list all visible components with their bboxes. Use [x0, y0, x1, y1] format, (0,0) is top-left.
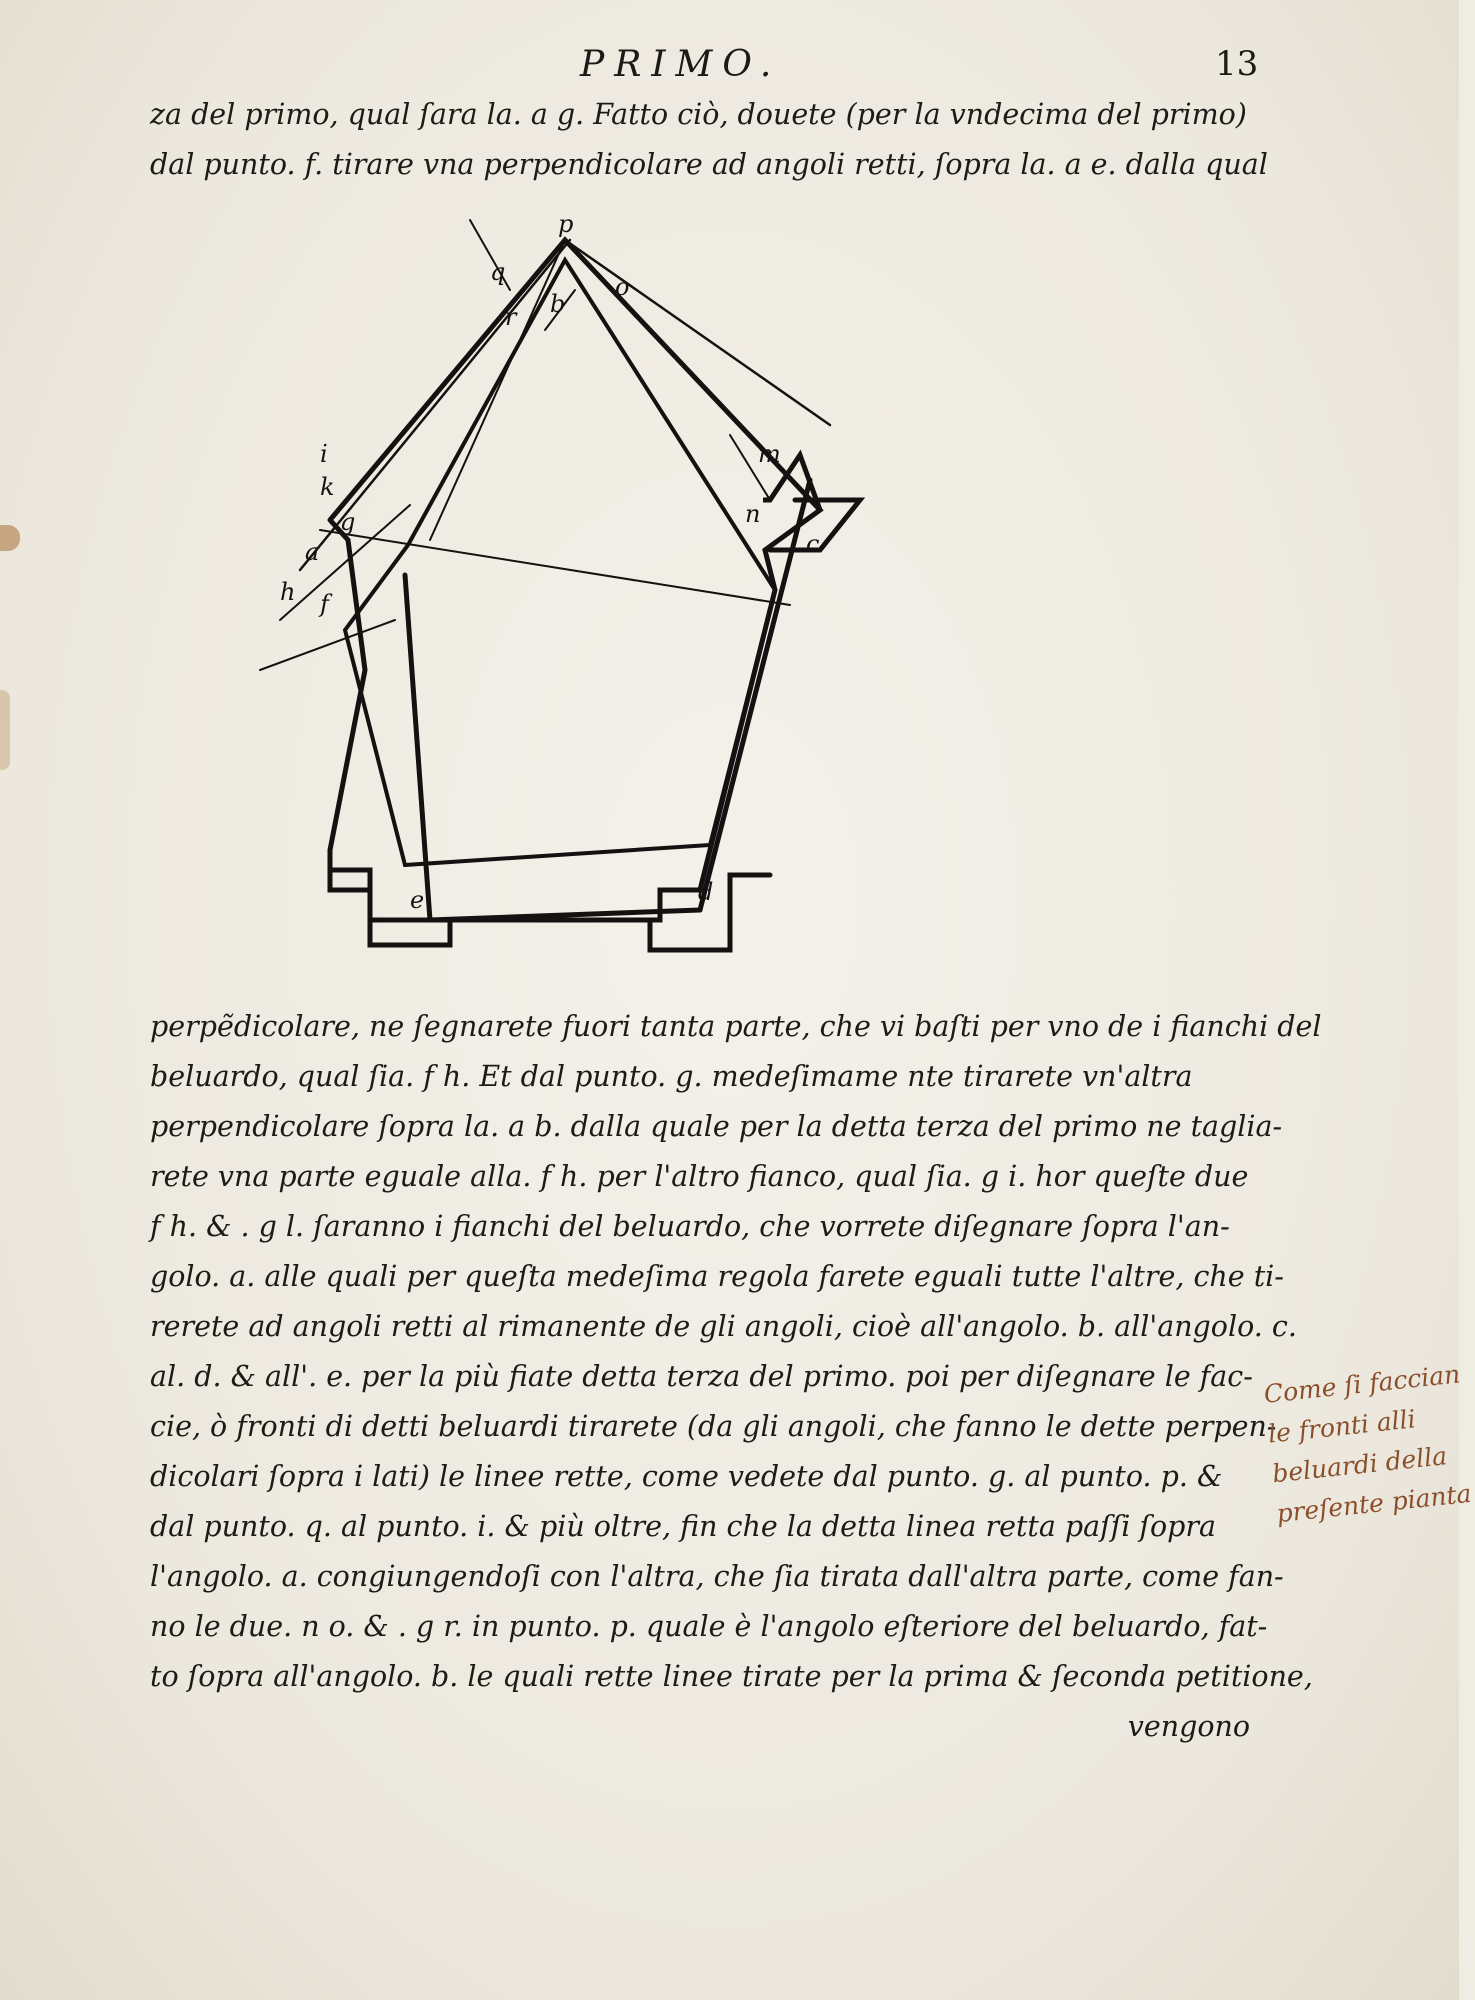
page-edge-discoloration — [0, 690, 10, 770]
margin-note-line: preſente pianta — [1275, 1478, 1473, 1529]
text-line: dicolari ſopra i lati) le linee rette, come vedete dal punto. g. al punto. p. & — [150, 1460, 1223, 1493]
pentagon-fortification-figure — [280, 200, 1140, 990]
text-block-main — [150, 1002, 1322, 1752]
handwritten-margin-note — [1262, 1355, 1473, 1534]
label-i: i — [320, 440, 328, 468]
running-head: PRIMO. — [580, 44, 782, 85]
label-r: r — [505, 303, 517, 331]
bastion-diagram — [280, 200, 1140, 990]
margin-note-line: Come ſi faccian — [1262, 1359, 1462, 1409]
text-line: perpẽdicolare, ne ſegnarete fuori tanta parte, che vi baſti per vno de i fianchi del — [150, 1010, 1322, 1043]
text-line: rerete ad angoli retti al rimanente de gli angoli, cioè all'angolo. b. all'angolo. c. — [150, 1310, 1297, 1343]
text-line: za del primo, qual ſara la. a g. Fatto ciò, douete (per la vndecima del primo) — [150, 98, 1247, 131]
label-m: m — [758, 440, 781, 468]
perpendicular-fh — [260, 620, 395, 670]
margin-note-line: beluardi della — [1270, 1441, 1449, 1489]
label-g: g — [340, 508, 356, 536]
text-line: beluardo, qual ſia. f h. Et dal punto. g. medeſimame nte tirarete vn'altra — [150, 1060, 1193, 1093]
label-p: p — [558, 210, 574, 238]
label-q: q — [490, 258, 506, 286]
text-line: perpendicolare ſopra la. a b. dalla quale per la detta terza del primo ne taglia- — [150, 1110, 1283, 1143]
label-f: f — [320, 590, 329, 618]
text-line: cie, ò fronti di detti beluardi tirarete (da gli angoli, che fanno le dette perpen- — [150, 1410, 1277, 1443]
page-number: 13 — [1215, 44, 1259, 84]
text-line: al. d. & all'. e. per la più fiate detta terza del primo. poi per diſegnare le fac- — [150, 1360, 1253, 1393]
label-a: a — [305, 538, 320, 566]
curtain-wall-ae — [405, 575, 430, 920]
curtain-wall-dc — [700, 480, 810, 910]
label-d: d — [698, 878, 714, 906]
inner-pentagon — [345, 260, 775, 865]
label-c: c — [806, 530, 820, 558]
text-line: dal punto. q. al punto. i. & più oltre, fin che la detta linea retta paſſi ſopra — [150, 1510, 1216, 1543]
label-k: k — [320, 473, 335, 501]
text-line: to ſopra all'angolo. b. le quali rette linee tirate per la prima & ſeconda petitione, — [150, 1660, 1313, 1693]
page-edge-stain — [0, 525, 20, 551]
page-header — [0, 44, 1459, 94]
text-line: l'angolo. a. congiungendoſi con l'altra, che ſia tirata dall'altra parte, come fan- — [150, 1560, 1284, 1593]
label-o: o — [615, 273, 630, 301]
text-line: rete vna parte eguale alla. f h. per l'altro fianco, qual ſia. g i. hor queſte due — [150, 1160, 1249, 1193]
text-line: no le due. n o. & . g r. in punto. p. quale è l'angolo eſteriore del beluardo, fat- — [150, 1610, 1268, 1643]
construction-line-pn — [565, 240, 830, 425]
catchword: vengono — [1127, 1710, 1250, 1743]
label-e: e — [410, 886, 425, 914]
text-block-top — [150, 90, 1270, 190]
text-line: dal punto. f. tirare vna perpendicolare ad angoli retti, ſopra la. a e. dalla qual — [150, 148, 1268, 181]
text-line: golo. a. alle quali per queſta medeſima regola farete eguali tutte l'altre, che ti- — [150, 1260, 1284, 1293]
margin-note-line: le fronti alli — [1266, 1404, 1417, 1449]
label-b: b — [550, 290, 566, 318]
text-line: f h. & . g l. ſaranno i fianchi del beluardo, che vorrete diſegnare ſopra l'an- — [150, 1210, 1230, 1243]
label-h: h — [280, 578, 296, 606]
bastion-flank-e — [330, 870, 450, 945]
label-n: n — [745, 500, 761, 528]
